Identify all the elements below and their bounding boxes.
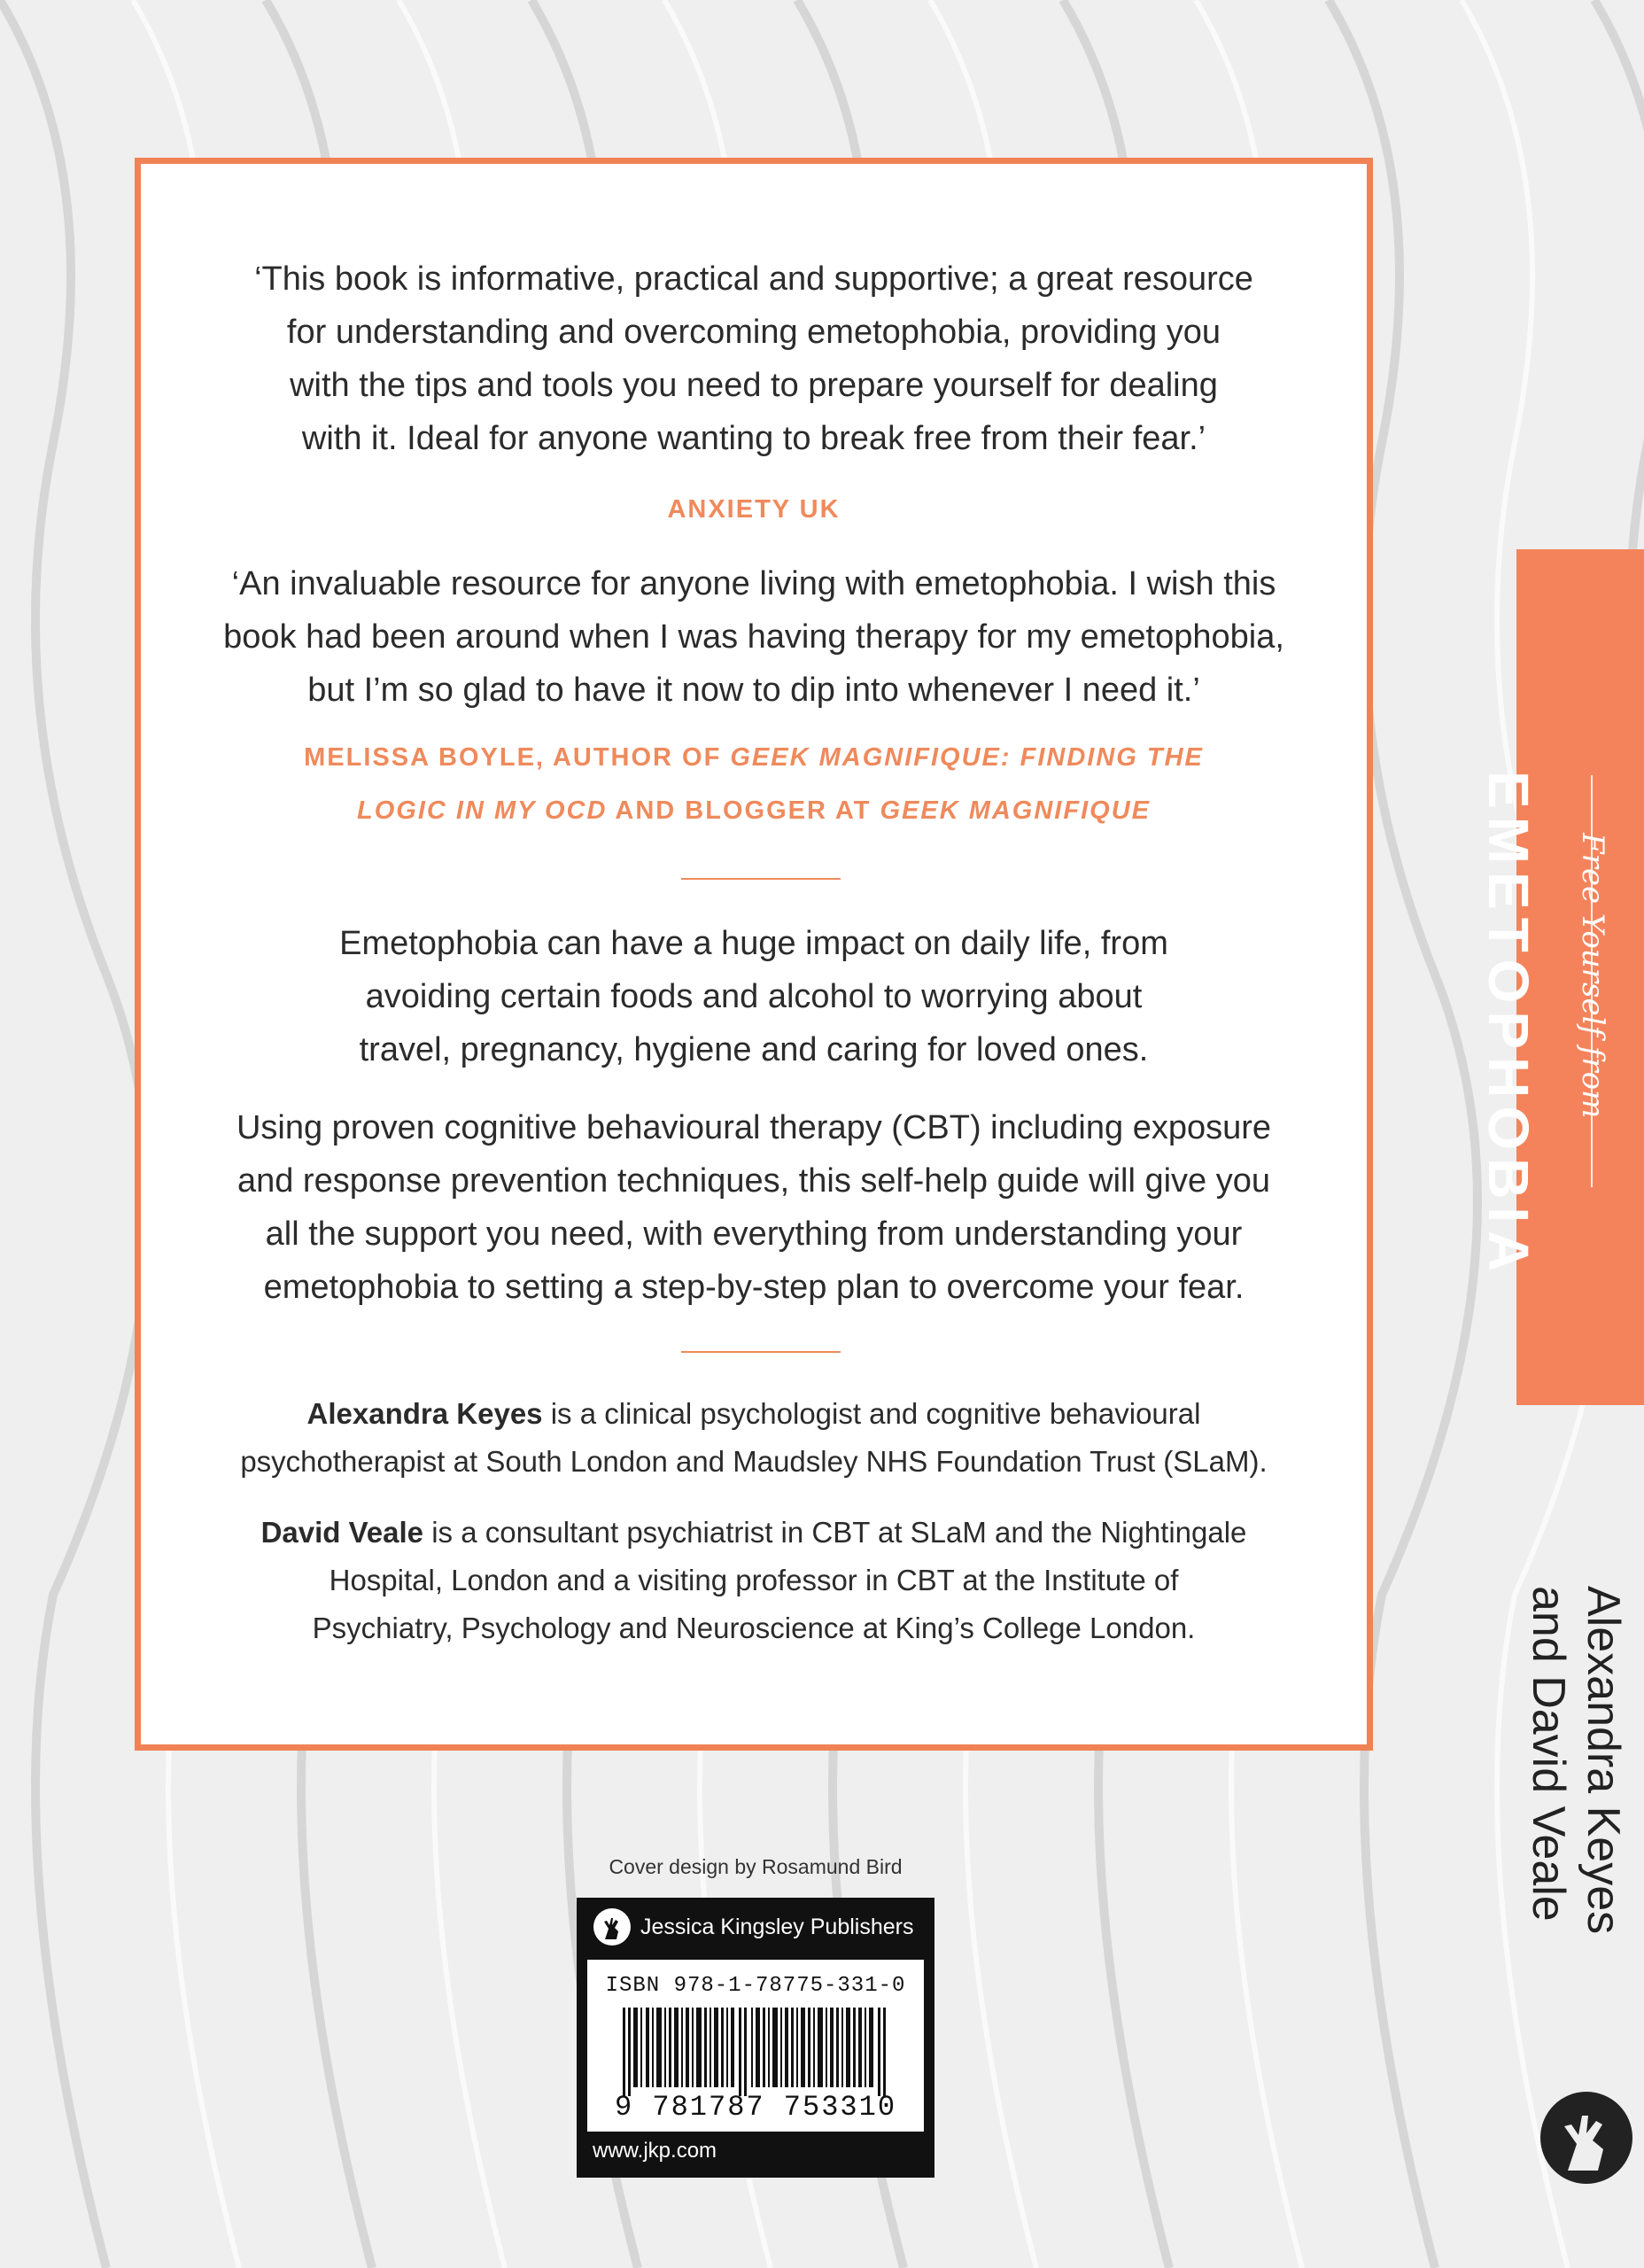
cover-design-credit: Cover design by Rosamund Bird	[609, 1855, 903, 1878]
divider	[681, 1351, 841, 1353]
author-bio-veale: David Veale is a consultant psychiatrist in CBT at SLaM and the Nightingale Hospital, London and a visiting professor in CBT at the Institute of Psychiatry, Psychology and Neuroscience at King’s College London.	[260, 1516, 1247, 1644]
stag-logo-icon	[1538, 2089, 1635, 2186]
stag-logo-icon	[593, 1907, 632, 1946]
barcode	[623, 2008, 888, 2096]
description-paragraph-2: Using proven cognitive behavioural therapy (CBT) including exposure and response prevention techniques, this self-help guide will give you all the support you need, with everything from understanding your emetophobia to setting a step-by-step plan to overcome your fear.	[236, 1109, 1272, 1306]
back-cover-text-panel	[135, 158, 1373, 1751]
barcode-box	[577, 1898, 934, 2178]
publisher-website: www.jkp.com	[593, 2139, 717, 2163]
divider	[681, 878, 841, 880]
quote-1-attribution: ANXIETY UK	[667, 495, 841, 524]
quote-2: ‘An invaluable resource for anyone living with emetophobia. I wish this book had been around when I was having therapy for my emetophobia, but I’m so glad to have it now to dip into whenever I need it.’	[223, 565, 1284, 709]
barcode-area	[587, 1960, 924, 2132]
quote-1: ‘This book is informative, practical and supportive; a great resource for understanding and overcoming emetophobia, providing you with the tips and tools you need to prepare yourself for dealing with it. Ideal for anyone wanting to break free from their fear.’	[254, 260, 1253, 457]
publisher-label: Jessica Kingsley Publishers	[593, 1907, 913, 1947]
description-paragraph-1: Emetophobia can have a huge impact on daily life, from avoiding certain foods and alcohol to worrying about travel, pregnancy, hygiene and caring for loved ones.	[339, 925, 1168, 1068]
quote-2-attribution: MELISSA BOYLE, AUTHOR OF GEEK MAGNIFIQUE: FINDING THE LOGIC IN MY OCD AND BLOGGER AT GEEK MAGNIFIQUE	[304, 743, 1204, 825]
isbn-text: ISBN 978-1-78775-331-0	[605, 1974, 906, 1998]
author-bio-keyes: Alexandra Keyes is a clinical psychologist and cognitive behavioural psychotherapist at South London and Maudsley NHS Foundation Trust (SLaM).	[240, 1397, 1268, 1478]
barcode-digits: 9 781787 753310	[614, 2091, 897, 2124]
